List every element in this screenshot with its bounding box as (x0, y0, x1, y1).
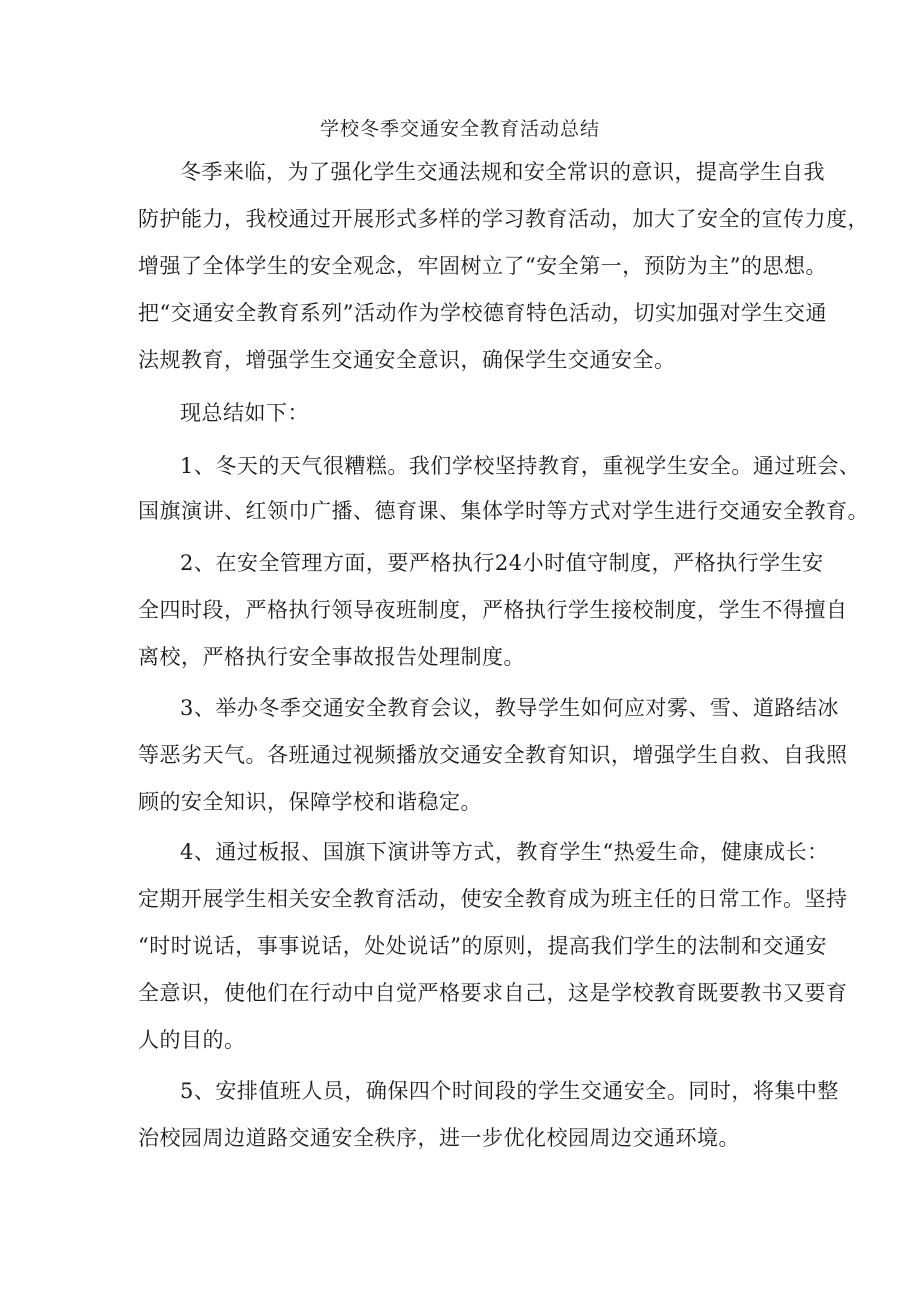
paragraph-line: 定期开展学生相关安全教育活动，使安全教育成为班主任的日常工作。坚持 (138, 887, 848, 911)
paragraph-line: 1、冬天的天气很糟糕。我们学校坚持教育，重视学生安全。通过班会、 (180, 454, 861, 478)
paragraph-line: 4、通过板报、国旗下演讲等方式，教育学生“热爱生命，健康成长： (180, 840, 829, 864)
paragraph-line: 3、举办冬季交通安全教育会议，教导学生如何应对雾、雪、道路结冰 (180, 696, 839, 720)
paragraph-line: 国旗演讲、红领巾广播、德育课、集体学时等方式对学生进行交通安全教育。 (138, 499, 869, 523)
paragraph-line: 顾的安全知识，保障学校和谐稳定。 (138, 790, 482, 814)
paragraph-line: 法规教育，增强学生交通安全意识，确保学生交通安全。 (138, 348, 676, 372)
paragraph-line: 全四时段，严格执行领导夜班制度，严格执行学生接校制度，学生不得擅自 (138, 598, 848, 622)
paragraph-line: 冬季来临，为了强化学生交通法规和安全常识的意识，提高学生自我 (180, 160, 825, 184)
paragraph-line: 现总结如下： (180, 401, 309, 425)
paragraph-line: 等恶劣天气。各班通过视频播放交通安全教育知识，增强学生自救、自我照 (138, 743, 848, 767)
paragraph-line: 防护能力，我校通过开展形式多样的学习教育活动，加大了安全的宣传力度， (138, 207, 869, 231)
paragraph-line: 人的目的。 (138, 1028, 246, 1052)
paragraph-line: 5、安排值班人员，确保四个时间段的学生交通安全。同时，将集中整 (180, 1079, 839, 1103)
paragraph-line: 治校园周边道路交通安全秩序，进一步优化校园周边交通环境。 (138, 1126, 740, 1150)
paragraph-line: “时时说话，事事说话，处处说话”的原则，提高我们学生的法制和交通安 (138, 934, 827, 958)
paragraph-line: 2、在安全管理方面，要严格执行24小时值守制度，严格执行学生安 (180, 551, 824, 575)
document-title: 学校冬季交通安全教育活动总结 (319, 118, 600, 140)
paragraph-line: 离校，严格执行安全事故报告处理制度。 (138, 645, 525, 669)
paragraph-line: 把“交通安全教育系列”活动作为学校德育特色活动，切实加强对学生交通 (138, 301, 827, 325)
paragraph-line: 全意识，使他们在行动中自觉严格要求自己，这是学校教育既要教书又要育 (138, 981, 848, 1005)
paragraph-line: 增强了全体学生的安全观念，牢固树立了“安全第一，预防为主”的思想。 (138, 254, 827, 278)
